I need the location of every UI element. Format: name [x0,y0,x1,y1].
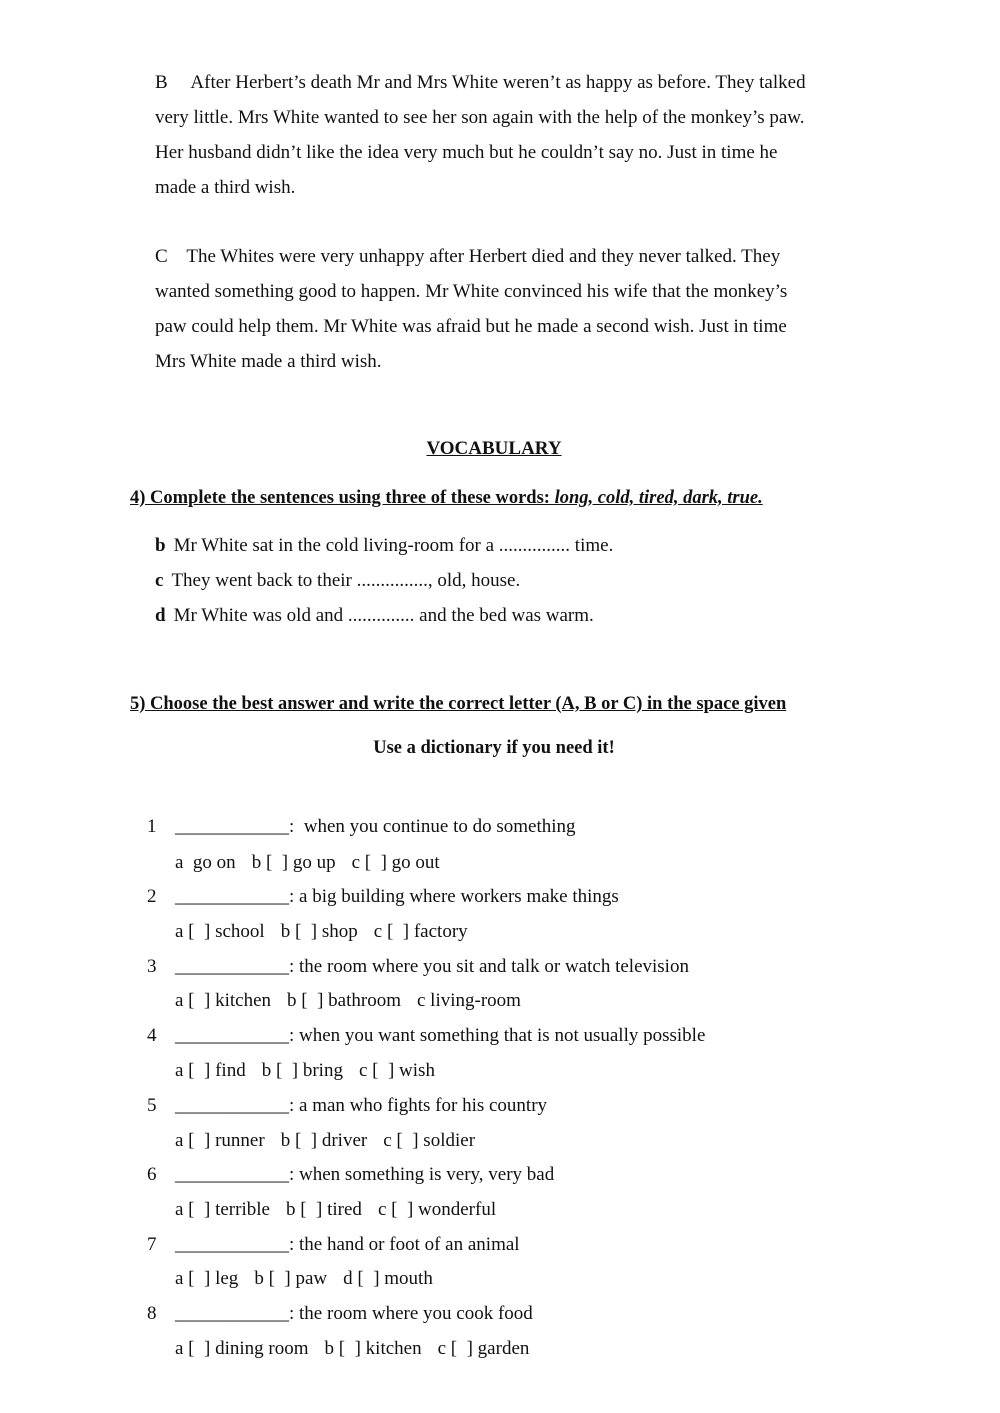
q5-item-number: 6 [147,1164,157,1185]
q4-sentence-d [155,605,594,627]
q5-item-options [175,1338,545,1360]
option-b-line-1 [155,65,806,100]
option-a[interactable]: a [ ] runner [175,1130,265,1151]
q4-sentence-b-letter: b [155,535,166,556]
q5-item-definition [175,1303,533,1325]
q5-item-definition [175,1095,547,1117]
option-a[interactable]: a [ ] terrible [175,1199,270,1220]
answer-blank[interactable]: ____________ [175,886,289,907]
definition-text: : when you continue to do something [289,816,576,837]
option-b[interactable]: b [ ] paw [254,1268,328,1289]
option-c-line-3: paw could help them. Mr White was afraid but he made a second wish. Just in time [155,316,787,337]
definition-text: : when you want something that is not usually possible [289,1025,706,1046]
option-c[interactable]: c [ ] wonderful [377,1199,497,1220]
option-b[interactable]: b [ ] bathroom [287,990,401,1011]
definition-text: : a man who fights for his country [289,1095,548,1116]
q5-item-options [175,1060,451,1082]
answer-blank[interactable]: ____________ [175,1025,289,1046]
option-c[interactable]: c [ ] soldier [383,1130,476,1151]
option-b[interactable]: b [ ] shop [280,921,358,942]
q5-item-options [175,1199,512,1221]
definition-text: : the room where you sit and talk or watch television [289,956,689,977]
q4-sentence-c [155,570,520,592]
answer-blank[interactable]: ____________ [175,956,289,977]
q5-item-number: 8 [147,1303,157,1324]
option-b[interactable]: b [ ] go up [251,852,336,873]
option-a[interactable]: a go on [175,852,236,873]
vocabulary-title: VOCABULARY [426,438,562,459]
q5-item-options [175,852,456,874]
option-b[interactable]: b [ ] tired [285,1199,362,1220]
option-b-letter: B [155,72,168,93]
q4-sentence-c-text: They went back to their ..............., old, house. [171,570,521,591]
q5-item-number: 4 [147,1025,157,1046]
option-a[interactable]: a [ ] dining room [175,1338,309,1359]
option-c[interactable]: c [ ] wish [358,1060,435,1081]
q4-word-list: long, cold, tired, dark, true. [554,488,763,508]
q5-item-number: 5 [147,1095,157,1116]
option-c[interactable]: c living-room [417,990,521,1011]
q5-item-options [175,1268,449,1290]
q5-item-number: 7 [147,1234,157,1255]
q5-item-options [175,1130,491,1152]
answer-blank[interactable]: ____________ [175,816,289,837]
q5-item-definition [175,1164,554,1186]
option-d[interactable]: d [ ] mouth [343,1268,433,1289]
q5-item-options [175,990,537,1012]
definition-text: : a big building where workers make things [289,886,619,907]
option-c[interactable]: c [ ] go out [351,852,440,873]
q4-sentence-b-text: Mr White sat in the cold living-room for a ............... time. [173,535,614,556]
option-b[interactable]: b [ ] driver [280,1130,368,1151]
q4-sentence-c-letter: c [155,570,164,591]
q5-item-definition [175,1025,705,1047]
definition-text: : when something is very, very bad [289,1164,555,1185]
q4-sentence-d-letter: d [155,605,166,626]
answer-blank[interactable]: ____________ [175,1164,289,1185]
q4-instruction [130,488,763,509]
option-a[interactable]: a [ ] leg [175,1268,239,1289]
option-b-line-2: very little. Mrs White wanted to see her son again with the help of the monkey’s paw. [155,107,805,128]
q4-sentence-b [155,535,613,557]
option-c[interactable]: c [ ] garden [437,1338,530,1359]
q5-item-number: 1 [147,816,157,837]
q5-item-definition [175,816,576,838]
option-a[interactable]: a [ ] find [175,1060,246,1081]
q4-sentence-d-text: Mr White was old and .............. and the bed was warm. [173,605,594,626]
answer-blank[interactable]: ____________ [175,1095,289,1116]
q5-item-number: 2 [147,886,157,907]
definition-text: : the hand or foot of an animal [289,1234,520,1255]
q5-item-options [175,921,484,943]
q5-instruction: 5) Choose the best answer and write the correct letter (A, B or C) in the space given [130,694,787,714]
option-c-text-1: The Whites were very unhappy after Herbert died and they never talked. They [186,246,781,267]
option-c[interactable]: c [ ] factory [373,921,468,942]
option-c-line-2: wanted something good to happen. Mr White convinced his wife that the monkey’s [155,281,788,302]
option-b-line-3: Her husband didn’t like the idea very much but he couldn’t say no. Just in time he [155,142,778,163]
option-b[interactable]: b [ ] bring [261,1060,343,1081]
answer-blank[interactable]: ____________ [175,1303,289,1324]
q5-item-definition [175,956,689,978]
q4-instruction-prefix: 4) Complete the sentences using three of these words: [130,488,555,508]
q5-item-number: 3 [147,956,157,977]
option-a[interactable]: a [ ] kitchen [175,990,272,1011]
option-a[interactable]: a [ ] school [175,921,265,942]
option-b[interactable]: b [ ] kitchen [324,1338,422,1359]
q5-dictionary-note: Use a dictionary if you need it! [373,738,615,758]
definition-text: : the room where you cook food [289,1303,533,1324]
option-c-line-1 [155,239,780,274]
answer-blank[interactable]: ____________ [175,1234,289,1255]
option-c-letter: C [155,246,168,267]
q5-item-definition [175,886,619,908]
q5-item-definition [175,1234,520,1256]
option-b-text-1: After Herbert’s death Mr and Mrs White weren’t as happy as before. They talked [190,72,806,93]
option-b-line-4: made a third wish. [155,177,296,198]
option-c-line-4: Mrs White made a third wish. [155,351,382,372]
